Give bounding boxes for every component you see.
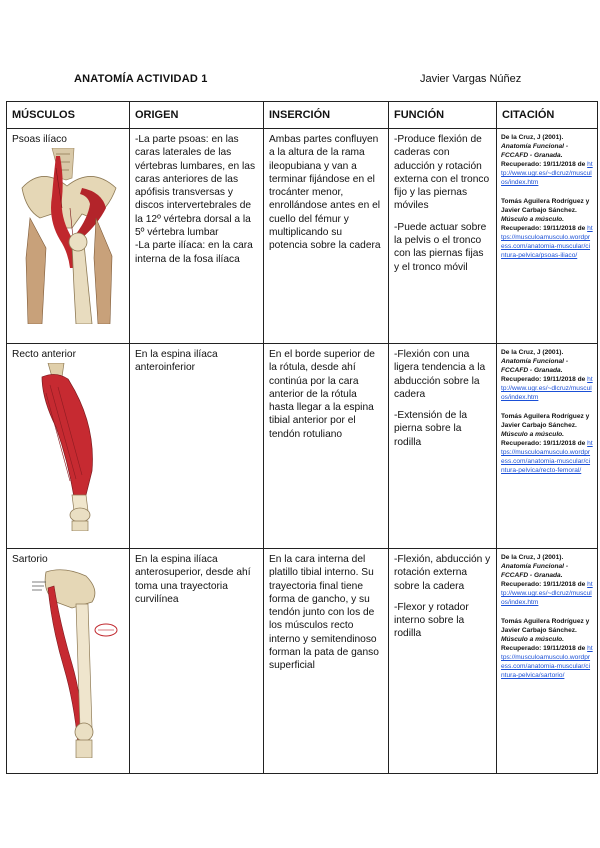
- function-text: -Extensión de la pierna sobre la rodilla: [394, 410, 468, 448]
- column-header-citation: CITACIÓN: [497, 102, 598, 129]
- function-text: -Flexión con una ligera tendencia a la abducción sobre la cadera: [394, 349, 486, 400]
- muscle-cell: [7, 344, 130, 549]
- column-header-function: FUNCIÓN: [389, 102, 497, 129]
- table-header-row: [7, 102, 598, 129]
- origin-cell: En la espina ilíaca anterosuperior, desde ahí toma una trayectoria curvilínea: [130, 549, 264, 774]
- citation-author: De la Cruz, J (2001).: [501, 554, 564, 561]
- muscle-name: Sartorio: [12, 554, 48, 565]
- citation-work: Músculo a músculo.: [501, 636, 565, 643]
- sartorio-illustration: [12, 568, 124, 758]
- muscle-cell: [7, 549, 130, 774]
- citation-retrieved: Recuperado: 19/11/2018 de: [501, 161, 586, 168]
- citation-cell: [497, 549, 598, 774]
- document-title: ANATOMÍA ACTIVIDAD 1: [74, 73, 208, 85]
- citation-link[interactable]: https://musculoamusculo.wordpress.com/anatomia-muscular/cintura-pelvica/sartorio/: [501, 645, 593, 679]
- citation-link[interactable]: http://www.ugr.es/~dlcruz/musculos/index.htm: [501, 376, 593, 401]
- function-cell: [389, 549, 497, 774]
- origin-cell: En la espina ilíaca anteroinferior: [130, 344, 264, 549]
- column-header-insertion: INSERCIÓN: [264, 102, 389, 129]
- function-cell: [389, 129, 497, 344]
- citation-retrieved: Recuperado: 19/11/2018 de: [501, 225, 586, 232]
- function-text: -Puede actuar sobre la pelvis o el tronco con las piernas fijas y el tronco móvil: [394, 221, 487, 273]
- citation-link[interactable]: https://musculoamusculo.wordpress.com/anatomia-muscular/cintura-pelvica/psoas-iliaco/: [501, 225, 593, 259]
- citation-work: Músculo a músculo.: [501, 216, 565, 223]
- citation-retrieved: Recuperado: 19/11/2018 de: [501, 581, 586, 588]
- function-text: -Flexión, abducción y rotación externa sobre la cadera: [394, 554, 491, 592]
- anatomy-table: [6, 101, 598, 774]
- citation-author: Tomás Aguilera Rodríguez y Javier Carbajo Sánchez.: [501, 413, 590, 429]
- insertion-cell: En la cara interna del platillo tibial interno. Su trayectoria final tiene forma de gancho, y su tendón junto con los de los músculos recto interno y semitendinoso forman la pata de ganso superficial: [264, 549, 389, 774]
- table-row: [7, 129, 598, 344]
- citation-link[interactable]: http://www.ugr.es/~dlcruz/musculos/index.htm: [501, 161, 593, 186]
- citation-author: De la Cruz, J (2001).: [501, 349, 564, 356]
- citation-author: Tomás Aguilera Rodríguez y Javier Carbajo Sánchez.: [501, 618, 590, 634]
- psoas-iliaco-illustration: [12, 148, 124, 324]
- origin-cell: -La parte psoas: en las caras laterales de las vértebras lumbares, en las caras anteriores de las apófisis transversas y discos intervertebrales de la 12º vértebra dorsal a la 5º vértebra lumbar -La parte ilíaca: en la cara interna de la fosa ilíaca: [130, 129, 264, 344]
- citation-link[interactable]: http://www.ugr.es/~dlcruz/musculos/index.htm: [501, 581, 593, 606]
- citation-work: Anatomía Funcional - FCCAFD - Granada.: [501, 358, 569, 374]
- function-cell: [389, 344, 497, 549]
- table-row: [7, 344, 598, 549]
- citation-retrieved: Recuperado: 19/11/2018 de: [501, 440, 586, 447]
- function-text: -Produce flexión de caderas con aducción y rotación externa con el tronco fijo y las piernas móviles: [394, 134, 490, 212]
- insertion-cell: Ambas partes confluyen a la altura de la rama ileopubiana y van a terminar fijándose en el trocánter menor, enrollándose antes en el cuello del fémur y multiplicando su potencia sobre la cadera: [264, 129, 389, 344]
- muscle-cell: [7, 129, 130, 344]
- citation-work: Músculo a músculo.: [501, 431, 565, 438]
- citation-retrieved: Recuperado: 19/11/2018 de: [501, 645, 586, 652]
- muscle-name: Recto anterior: [12, 349, 76, 360]
- muscle-name: Psoas ilíaco: [12, 134, 67, 145]
- recto-anterior-illustration: [12, 363, 124, 531]
- citation-link[interactable]: https://musculoamusculo.wordpress.com/anatomia-muscular/cintura-pelvica/recto-femoral/: [501, 440, 593, 474]
- column-header-muscles: MÚSCULOS: [7, 102, 130, 129]
- citation-cell: [497, 129, 598, 344]
- author-name: Javier Vargas Núñez: [420, 73, 522, 85]
- citation-author: Tomás Aguilera Rodríguez y Javier Carbajo Sánchez.: [501, 198, 590, 214]
- citation-cell: [497, 344, 598, 549]
- citation-work: Anatomía Funcional - FCCAFD - Granada.: [501, 143, 569, 159]
- table-row: [7, 549, 598, 774]
- function-text: -Flexor y rotador interno sobre la rodilla: [394, 601, 469, 640]
- insertion-cell: En el borde superior de la rótula, desde ahí continúa por la cara anterior de la rótula hasta llegar a la espina tibial anterior por el tendón rotuliano: [264, 344, 389, 549]
- column-header-origin: ORIGEN: [130, 102, 264, 129]
- citation-author: De la Cruz, J (2001).: [501, 134, 564, 141]
- citation-retrieved: Recuperado: 19/11/2018 de: [501, 376, 586, 383]
- citation-work: Anatomía Funcional - FCCAFD - Granada.: [501, 563, 569, 579]
